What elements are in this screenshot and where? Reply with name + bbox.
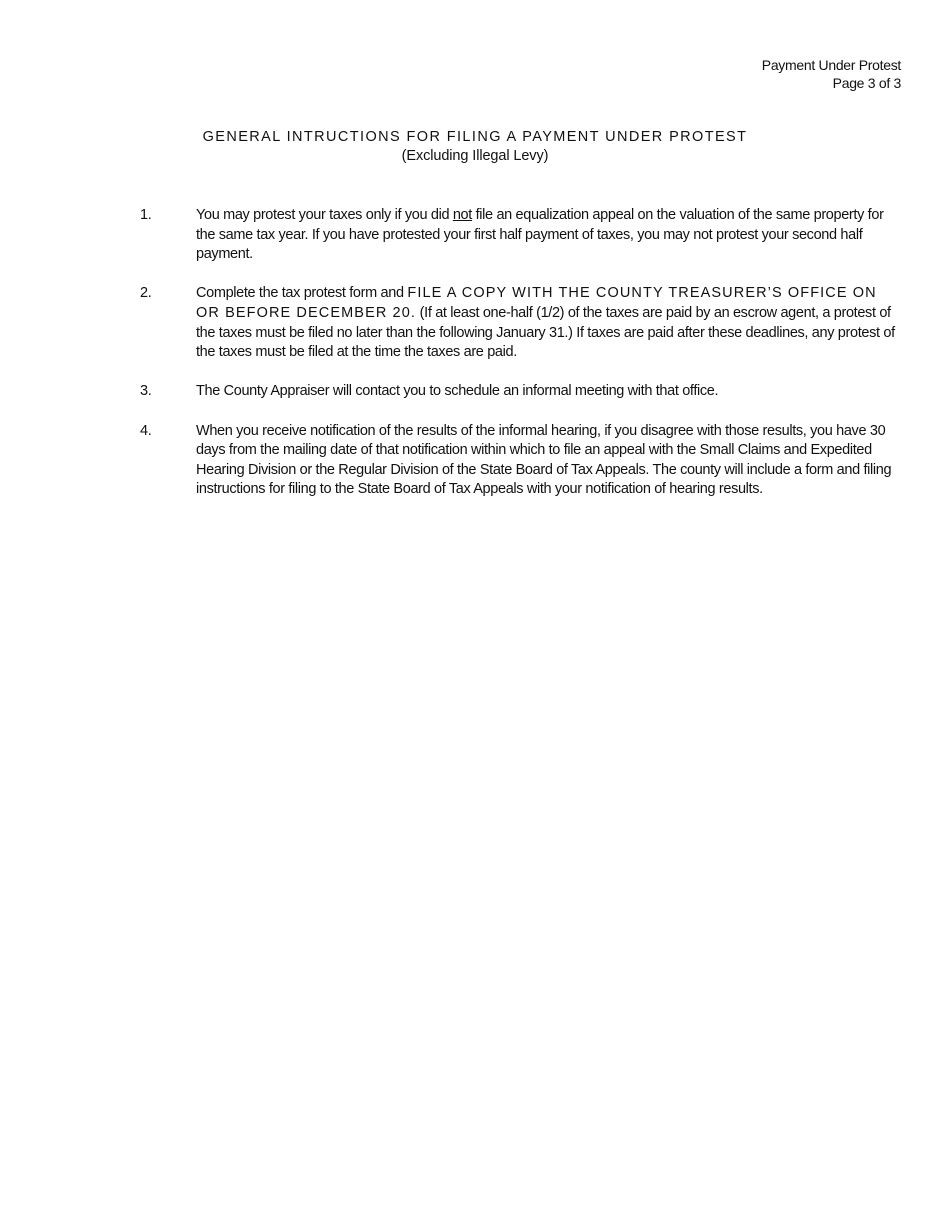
item-number: 4. [140, 422, 152, 439]
item-number: 3. [140, 383, 152, 400]
page-number: Page 3 of 3 [832, 75, 901, 91]
text-segment: Complete the tax protest form and [196, 285, 408, 302]
item-number: 1. [140, 207, 152, 223]
item-text: When you receive notification of the results of the informal hearing, if you disagree with those results, you have 30 days from the mailing date of that notification within which to file an appeal with the Small Claims and Expedited Hearing Division or the Regular Division of the State Board of Tax Appeals. The county will include a form and filing instructions for filing to the State Board of Tax Appeals with your notification of hearing results. [196, 422, 892, 498]
document-subtitle: (Excluding Illegal Levy) [401, 148, 549, 164]
form-title: Payment Under Protest [761, 57, 901, 73]
instruction-item-4 [140, 422, 905, 500]
page-header [762, 56, 901, 92]
item-text: The County Appraiser will contact you to schedule an informal meeting with that office. [196, 383, 719, 400]
instruction-item-3 [140, 382, 905, 402]
item-text [196, 284, 905, 362]
instruction-item-2 [140, 284, 905, 362]
item-text [196, 206, 905, 265]
text-segment: file an equalization appeal on the valuation of the same property for the same tax year. If you have protested your first half payment of taxes, you may not protest your second half payment. [196, 207, 884, 263]
deadline-emphasis: FILE A COPY WITH THE COUNTY TREASURER’S OFFICE ON OR BEFORE DECEMBER 20. [196, 285, 877, 321]
document-title: GENERAL INTRUCTIONS FOR FILING A PAYMENT UNDER PROTEST [202, 129, 748, 145]
underlined-emphasis: not [452, 207, 472, 223]
instruction-item-1 [140, 206, 905, 265]
text-segment: You may protest your taxes only if you did [196, 207, 453, 223]
instructions-list [140, 206, 905, 520]
title-block [0, 128, 950, 166]
item-number: 2. [140, 285, 152, 302]
text-segment: (If at least one-half (1/2) of the taxes are paid by an escrow agent, a protest of the taxes must be filed no later than the following January 31.) If taxes are paid after these deadlines, any protest of the taxes must be filed at the time the taxes are paid. [196, 304, 895, 361]
